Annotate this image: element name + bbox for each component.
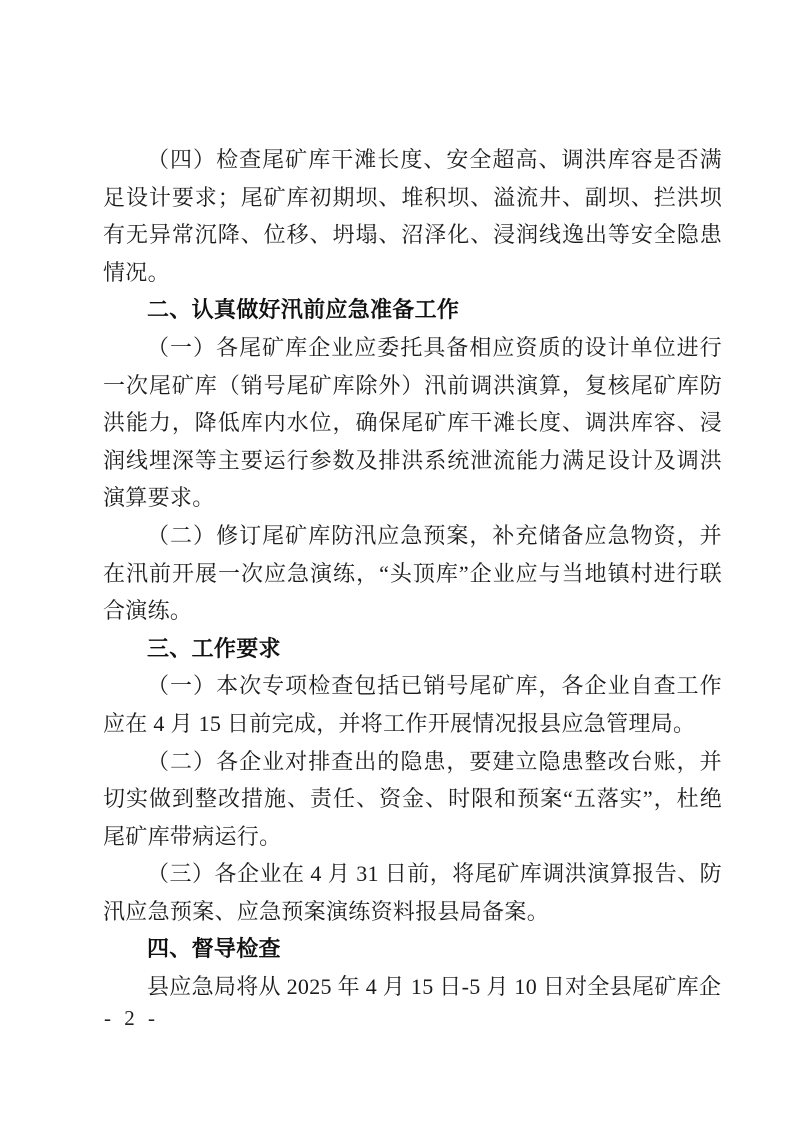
- body-paragraph: （二）各企业对排查出的隐患，要建立隐患整改台账，并切实做到整改措施、责任、资金、时限和预案“五落实”，杜绝尾矿库带病运行。: [103, 748, 722, 849]
- section-heading: 三、工作要求: [147, 635, 281, 661]
- body-paragraph: 县应急局将从 2025 年 4 月 15 日-5 月 10 日对全县尾矿库企: [147, 974, 722, 1000]
- section-heading: 四、督导检查: [147, 936, 281, 962]
- body-paragraph: （二）修订尾矿库防汛应急预案，补充储备应急物资，并在汛前开展一次应急演练，“头顶库”企业应与当地镇村进行联合演练。: [103, 522, 722, 624]
- body-paragraph: （四）检查尾矿库干滩长度、安全超高、调洪库容是否满足设计要求；尾矿库初期坝、堆积坝、溢流井、副坝、拦洪坝有无异常沉降、位移、坍塌、沼泽化、浸润线逸出等安全隐患情况。: [103, 147, 722, 285]
- body-paragraph: （三）各企业在 4 月 31 日前，将尾矿库调洪演算报告、防汛应急预案、应急预案演练资料报县局备案。: [103, 861, 722, 924]
- body-paragraph: （一）各尾矿库企业应委托具备相应资质的设计单位进行一次尾矿库（销号尾矿库除外）汛前调洪演算，复核尾矿库防洪能力，降低库内水位，确保尾矿库干滩长度、调洪库容、浸润线埋深等主要运行参数及排洪系统泄流能力满足设计及调洪演算要求。: [103, 334, 722, 511]
- page-number: - 2 -: [104, 1006, 159, 1030]
- body-paragraph: （一）本次专项检查包括已销号尾矿库，各企业自查工作应在 4 月 15 日前完成，并将工作开展情况报县应急管理局。: [103, 673, 722, 736]
- section-heading: 二、认真做好汛前应急准备工作: [147, 297, 460, 323]
- document-body: [103, 141, 722, 1006]
